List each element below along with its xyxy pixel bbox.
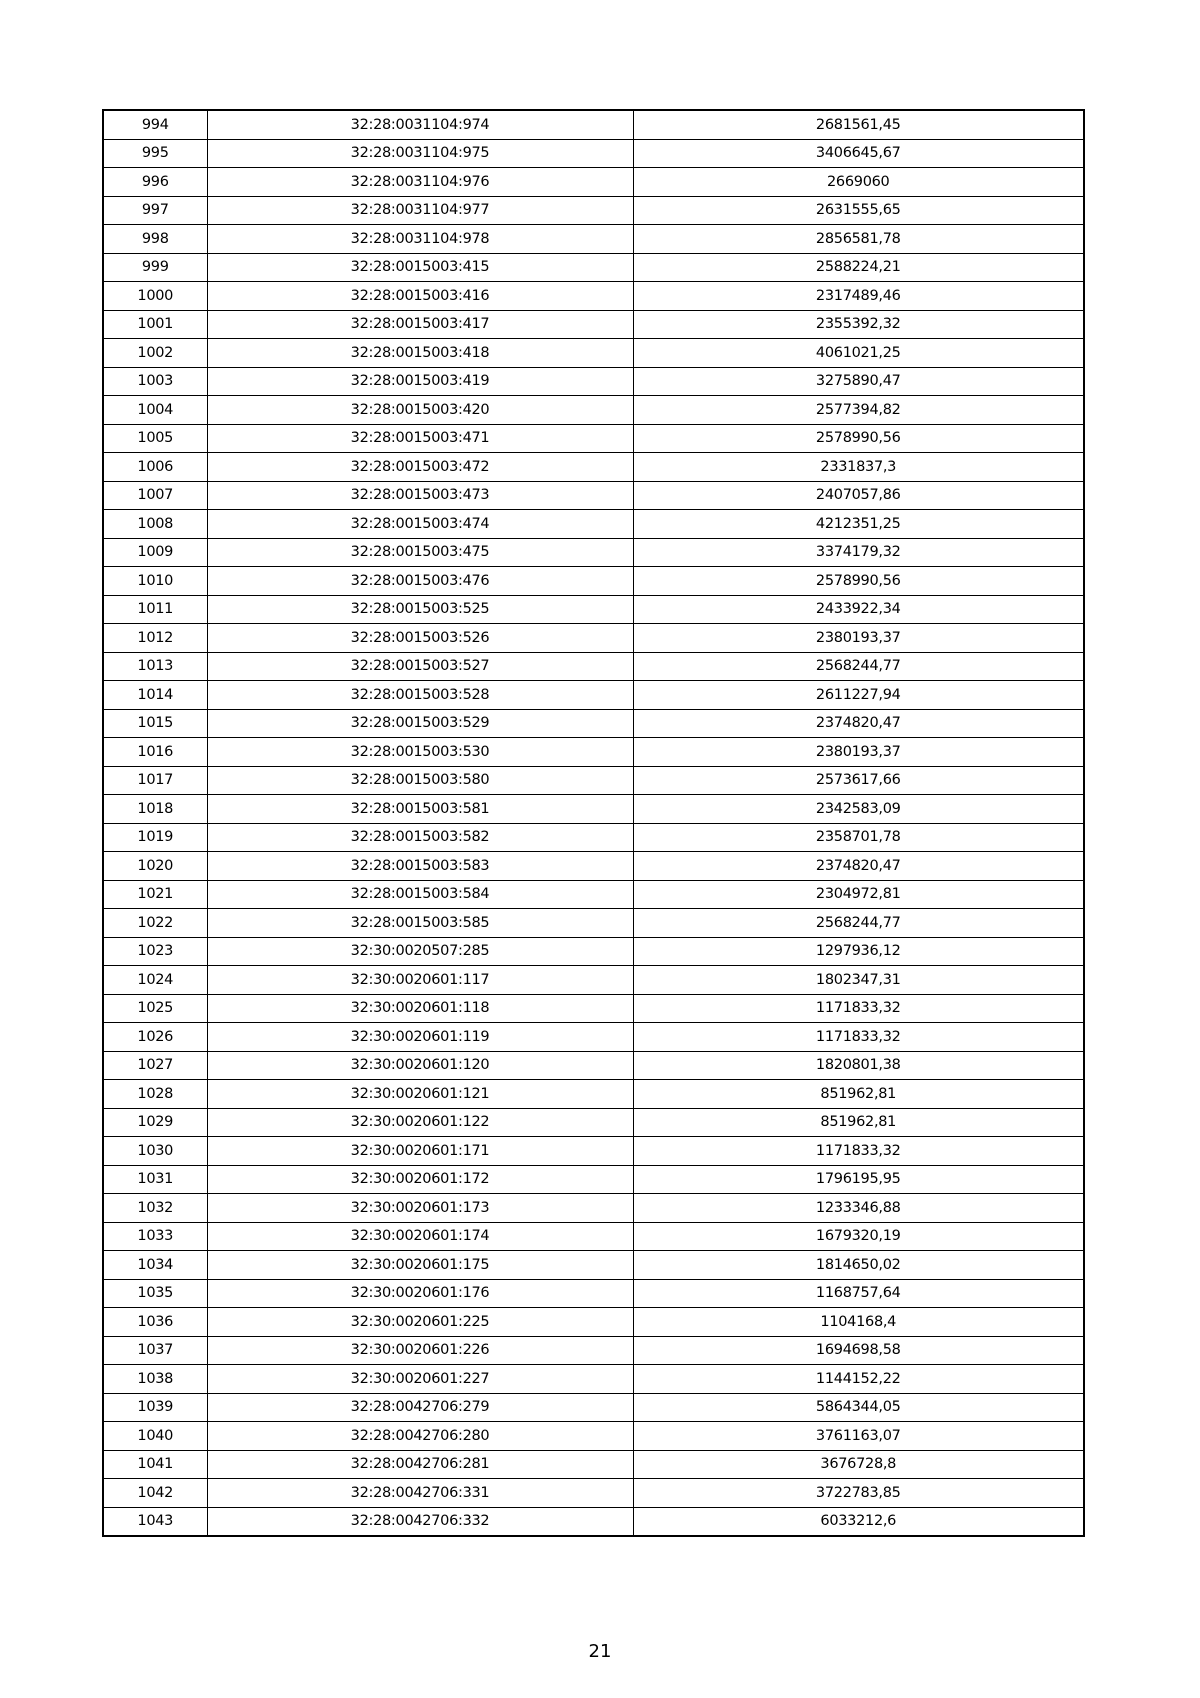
table-row xyxy=(103,1023,1084,1052)
table-row xyxy=(103,1108,1084,1137)
cadastral-number-cell: 32:30:0020601:120 xyxy=(207,1051,633,1080)
row-number-cell: 1022 xyxy=(103,909,207,938)
table-row xyxy=(103,595,1084,624)
table-row xyxy=(103,766,1084,795)
cadastral-value-cell: 2856581,78 xyxy=(633,225,1084,254)
row-number-cell: 996 xyxy=(103,168,207,197)
table-row xyxy=(103,852,1084,881)
cadastral-value-cell: 1694698,58 xyxy=(633,1336,1084,1365)
row-number-cell: 1032 xyxy=(103,1194,207,1223)
cadastral-value-cell: 2611227,94 xyxy=(633,681,1084,710)
cadastral-value-cell: 2358701,78 xyxy=(633,823,1084,852)
cadastral-value-cell: 3722783,85 xyxy=(633,1479,1084,1508)
cadastral-value-cell: 3406645,67 xyxy=(633,139,1084,168)
cadastral-value-cell: 1168757,64 xyxy=(633,1279,1084,1308)
table-row xyxy=(103,823,1084,852)
cadastral-value-cell: 1144152,22 xyxy=(633,1365,1084,1394)
cadastral-value-cell: 2317489,46 xyxy=(633,282,1084,311)
table-row xyxy=(103,624,1084,653)
cadastral-value-cell: 2573617,66 xyxy=(633,766,1084,795)
cadastral-value-cell: 2669060 xyxy=(633,168,1084,197)
table-row xyxy=(103,367,1084,396)
row-number-cell: 1024 xyxy=(103,966,207,995)
row-number-cell: 1018 xyxy=(103,795,207,824)
table-row xyxy=(103,1080,1084,1109)
cadastral-value-table xyxy=(102,109,1085,1537)
table-row xyxy=(103,994,1084,1023)
cadastral-number-cell: 32:28:0015003:530 xyxy=(207,738,633,767)
row-number-cell: 1011 xyxy=(103,595,207,624)
row-number-cell: 1002 xyxy=(103,339,207,368)
cadastral-value-cell: 2433922,34 xyxy=(633,595,1084,624)
cadastral-value-cell: 2342583,09 xyxy=(633,795,1084,824)
cadastral-number-cell: 32:28:0015003:476 xyxy=(207,567,633,596)
table-row xyxy=(103,1450,1084,1479)
table-row xyxy=(103,225,1084,254)
row-number-cell: 1010 xyxy=(103,567,207,596)
table-row xyxy=(103,510,1084,539)
cadastral-number-cell: 32:28:0042706:281 xyxy=(207,1450,633,1479)
cadastral-value-cell: 2304972,81 xyxy=(633,880,1084,909)
row-number-cell: 1001 xyxy=(103,310,207,339)
table-row xyxy=(103,196,1084,225)
row-number-cell: 1034 xyxy=(103,1251,207,1280)
table-row xyxy=(103,110,1084,139)
table-row xyxy=(103,253,1084,282)
cadastral-number-cell: 32:28:0031104:976 xyxy=(207,168,633,197)
page-number: 21 xyxy=(588,1641,612,1662)
table-row xyxy=(103,481,1084,510)
cadastral-value-cell: 4212351,25 xyxy=(633,510,1084,539)
table-row xyxy=(103,1308,1084,1337)
row-number-cell: 1008 xyxy=(103,510,207,539)
cadastral-value-cell: 1171833,32 xyxy=(633,994,1084,1023)
table-row xyxy=(103,966,1084,995)
cadastral-number-cell: 32:28:0015003:585 xyxy=(207,909,633,938)
row-number-cell: 1021 xyxy=(103,880,207,909)
table-row xyxy=(103,709,1084,738)
cadastral-number-cell: 32:28:0015003:584 xyxy=(207,880,633,909)
table-row xyxy=(103,139,1084,168)
table-row xyxy=(103,1165,1084,1194)
cadastral-value-cell: 2578990,56 xyxy=(633,424,1084,453)
row-number-cell: 1006 xyxy=(103,453,207,482)
cadastral-value-cell: 2568244,77 xyxy=(633,909,1084,938)
cadastral-value-cell: 3761163,07 xyxy=(633,1422,1084,1451)
table-row xyxy=(103,1393,1084,1422)
table-body xyxy=(103,110,1084,1536)
cadastral-value-cell: 6033212,6 xyxy=(633,1507,1084,1536)
row-number-cell: 1000 xyxy=(103,282,207,311)
table-row xyxy=(103,310,1084,339)
cadastral-value-cell: 2631555,65 xyxy=(633,196,1084,225)
cadastral-value-cell: 3374179,32 xyxy=(633,538,1084,567)
row-number-cell: 995 xyxy=(103,139,207,168)
row-number-cell: 1043 xyxy=(103,1507,207,1536)
table-row xyxy=(103,339,1084,368)
cadastral-number-cell: 32:28:0031104:974 xyxy=(207,110,633,139)
cadastral-number-cell: 32:28:0015003:529 xyxy=(207,709,633,738)
cadastral-value-cell: 2374820,47 xyxy=(633,709,1084,738)
table-row xyxy=(103,538,1084,567)
table-row xyxy=(103,1279,1084,1308)
cadastral-value-cell: 2577394,82 xyxy=(633,396,1084,425)
cadastral-value-cell: 2681561,45 xyxy=(633,110,1084,139)
row-number-cell: 1014 xyxy=(103,681,207,710)
cadastral-value-cell: 1802347,31 xyxy=(633,966,1084,995)
cadastral-value-cell: 1820801,38 xyxy=(633,1051,1084,1080)
cadastral-value-cell: 1297936,12 xyxy=(633,937,1084,966)
row-number-cell: 1016 xyxy=(103,738,207,767)
row-number-cell: 1025 xyxy=(103,994,207,1023)
cadastral-number-cell: 32:28:0042706:279 xyxy=(207,1393,633,1422)
cadastral-value-cell: 2374820,47 xyxy=(633,852,1084,881)
cadastral-number-cell: 32:30:0020601:119 xyxy=(207,1023,633,1052)
row-number-cell: 1028 xyxy=(103,1080,207,1109)
row-number-cell: 1003 xyxy=(103,367,207,396)
cadastral-value-cell: 2380193,37 xyxy=(633,624,1084,653)
table-row xyxy=(103,1194,1084,1223)
cadastral-number-cell: 32:28:0015003:581 xyxy=(207,795,633,824)
cadastral-number-cell: 32:28:0031104:977 xyxy=(207,196,633,225)
row-number-cell: 1039 xyxy=(103,1393,207,1422)
table-row xyxy=(103,1422,1084,1451)
cadastral-value-cell: 2568244,77 xyxy=(633,652,1084,681)
cadastral-value-cell: 851962,81 xyxy=(633,1080,1084,1109)
cadastral-number-cell: 32:30:0020601:172 xyxy=(207,1165,633,1194)
table-row xyxy=(103,424,1084,453)
cadastral-number-cell: 32:30:0020601:176 xyxy=(207,1279,633,1308)
cadastral-value-cell: 1171833,32 xyxy=(633,1023,1084,1052)
cadastral-number-cell: 32:28:0015003:418 xyxy=(207,339,633,368)
table-row xyxy=(103,880,1084,909)
table-row xyxy=(103,567,1084,596)
cadastral-value-cell: 2588224,21 xyxy=(633,253,1084,282)
cadastral-value-cell: 5864344,05 xyxy=(633,1393,1084,1422)
row-number-cell: 1030 xyxy=(103,1137,207,1166)
cadastral-value-cell: 1679320,19 xyxy=(633,1222,1084,1251)
table-row xyxy=(103,1507,1084,1536)
cadastral-value-cell: 3275890,47 xyxy=(633,367,1084,396)
row-number-cell: 1012 xyxy=(103,624,207,653)
cadastral-number-cell: 32:30:0020601:173 xyxy=(207,1194,633,1223)
row-number-cell: 1038 xyxy=(103,1365,207,1394)
row-number-cell: 1036 xyxy=(103,1308,207,1337)
row-number-cell: 1040 xyxy=(103,1422,207,1451)
cadastral-number-cell: 32:28:0015003:525 xyxy=(207,595,633,624)
cadastral-number-cell: 32:28:0042706:332 xyxy=(207,1507,633,1536)
cadastral-value-cell: 2578990,56 xyxy=(633,567,1084,596)
cadastral-value-cell: 4061021,25 xyxy=(633,339,1084,368)
row-number-cell: 1004 xyxy=(103,396,207,425)
cadastral-number-cell: 32:28:0015003:475 xyxy=(207,538,633,567)
cadastral-number-cell: 32:28:0015003:583 xyxy=(207,852,633,881)
cadastral-number-cell: 32:30:0020601:175 xyxy=(207,1251,633,1280)
row-number-cell: 1005 xyxy=(103,424,207,453)
cadastral-number-cell: 32:28:0031104:978 xyxy=(207,225,633,254)
table-row xyxy=(103,738,1084,767)
cadastral-number-cell: 32:28:0015003:580 xyxy=(207,766,633,795)
row-number-cell: 999 xyxy=(103,253,207,282)
cadastral-number-cell: 32:30:0020601:174 xyxy=(207,1222,633,1251)
row-number-cell: 1031 xyxy=(103,1165,207,1194)
cadastral-value-cell: 2331837,3 xyxy=(633,453,1084,482)
table-row xyxy=(103,1336,1084,1365)
cadastral-number-cell: 32:28:0015003:420 xyxy=(207,396,633,425)
cadastral-number-cell: 32:30:0020601:227 xyxy=(207,1365,633,1394)
cadastral-value-cell: 1104168,4 xyxy=(633,1308,1084,1337)
table-row xyxy=(103,1251,1084,1280)
row-number-cell: 1033 xyxy=(103,1222,207,1251)
cadastral-number-cell: 32:30:0020601:171 xyxy=(207,1137,633,1166)
table-row xyxy=(103,396,1084,425)
cadastral-number-cell: 32:28:0015003:527 xyxy=(207,652,633,681)
cadastral-value-cell: 851962,81 xyxy=(633,1108,1084,1137)
table-row xyxy=(103,937,1084,966)
cadastral-value-cell: 1796195,95 xyxy=(633,1165,1084,1194)
cadastral-value-cell: 1233346,88 xyxy=(633,1194,1084,1223)
row-number-cell: 1037 xyxy=(103,1336,207,1365)
cadastral-number-cell: 32:28:0015003:472 xyxy=(207,453,633,482)
row-number-cell: 1007 xyxy=(103,481,207,510)
cadastral-number-cell: 32:30:0020601:121 xyxy=(207,1080,633,1109)
table-row xyxy=(103,282,1084,311)
table-row xyxy=(103,1222,1084,1251)
cadastral-number-cell: 32:30:0020601:226 xyxy=(207,1336,633,1365)
cadastral-number-cell: 32:28:0015003:582 xyxy=(207,823,633,852)
cadastral-number-cell: 32:30:0020601:122 xyxy=(207,1108,633,1137)
table-row xyxy=(103,1479,1084,1508)
row-number-cell: 1009 xyxy=(103,538,207,567)
cadastral-number-cell: 32:28:0031104:975 xyxy=(207,139,633,168)
row-number-cell: 998 xyxy=(103,225,207,254)
row-number-cell: 1027 xyxy=(103,1051,207,1080)
row-number-cell: 1013 xyxy=(103,652,207,681)
table-row xyxy=(103,453,1084,482)
cadastral-value-cell: 2380193,37 xyxy=(633,738,1084,767)
row-number-cell: 1015 xyxy=(103,709,207,738)
cadastral-number-cell: 32:30:0020507:285 xyxy=(207,937,633,966)
cadastral-number-cell: 32:28:0015003:416 xyxy=(207,282,633,311)
table-row xyxy=(103,1051,1084,1080)
row-number-cell: 1017 xyxy=(103,766,207,795)
cadastral-number-cell: 32:28:0015003:473 xyxy=(207,481,633,510)
row-number-cell: 1042 xyxy=(103,1479,207,1508)
cadastral-number-cell: 32:30:0020601:117 xyxy=(207,966,633,995)
cadastral-value-cell: 1171833,32 xyxy=(633,1137,1084,1166)
cadastral-number-cell: 32:28:0015003:417 xyxy=(207,310,633,339)
cadastral-number-cell: 32:28:0042706:331 xyxy=(207,1479,633,1508)
cadastral-value-cell: 3676728,8 xyxy=(633,1450,1084,1479)
row-number-cell: 1041 xyxy=(103,1450,207,1479)
cadastral-number-cell: 32:28:0015003:419 xyxy=(207,367,633,396)
table-row xyxy=(103,652,1084,681)
cadastral-value-cell: 1814650,02 xyxy=(633,1251,1084,1280)
table-row xyxy=(103,1365,1084,1394)
cadastral-number-cell: 32:28:0015003:526 xyxy=(207,624,633,653)
table-row xyxy=(103,168,1084,197)
table-row xyxy=(103,795,1084,824)
cadastral-number-cell: 32:28:0015003:528 xyxy=(207,681,633,710)
cadastral-value-cell: 2407057,86 xyxy=(633,481,1084,510)
cadastral-number-cell: 32:30:0020601:225 xyxy=(207,1308,633,1337)
row-number-cell: 994 xyxy=(103,110,207,139)
row-number-cell: 1020 xyxy=(103,852,207,881)
cadastral-number-cell: 32:28:0015003:415 xyxy=(207,253,633,282)
cadastral-number-cell: 32:28:0042706:280 xyxy=(207,1422,633,1451)
row-number-cell: 997 xyxy=(103,196,207,225)
table-row xyxy=(103,909,1084,938)
row-number-cell: 1026 xyxy=(103,1023,207,1052)
cadastral-number-cell: 32:30:0020601:118 xyxy=(207,994,633,1023)
table-row xyxy=(103,681,1084,710)
cadastral-number-cell: 32:28:0015003:474 xyxy=(207,510,633,539)
row-number-cell: 1029 xyxy=(103,1108,207,1137)
table-row xyxy=(103,1137,1084,1166)
row-number-cell: 1035 xyxy=(103,1279,207,1308)
cadastral-value-cell: 2355392,32 xyxy=(633,310,1084,339)
cadastral-number-cell: 32:28:0015003:471 xyxy=(207,424,633,453)
row-number-cell: 1023 xyxy=(103,937,207,966)
row-number-cell: 1019 xyxy=(103,823,207,852)
